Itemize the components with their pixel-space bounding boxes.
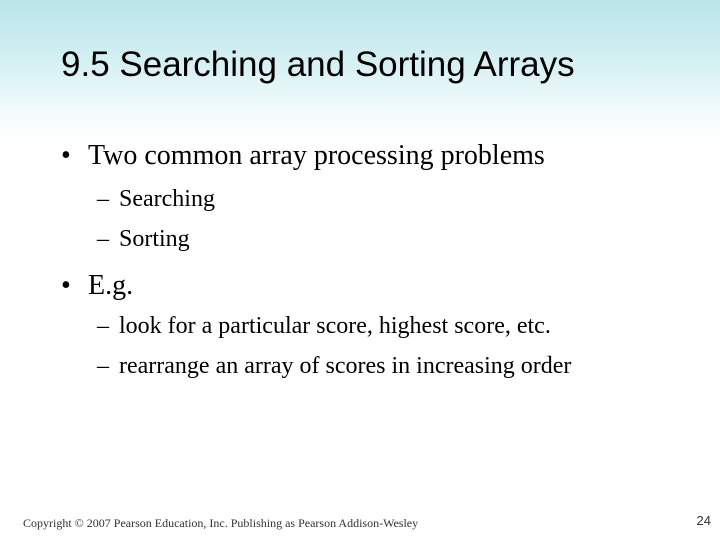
bullet-item — [61, 140, 545, 172]
sub-bullet-item — [97, 312, 551, 340]
bullet-icon: • — [61, 140, 71, 171]
bullet-icon: • — [61, 270, 71, 301]
bullet-item — [61, 270, 133, 302]
sub-bullet-item — [97, 225, 190, 253]
slide-title: 9.5 Searching and Sorting Arrays — [61, 45, 575, 84]
sub-bullet-text: rearrange an array of scores in increasing order — [119, 353, 572, 379]
sub-bullet-item — [97, 352, 571, 380]
sub-bullet-item — [97, 185, 215, 213]
dash-icon: – — [97, 186, 109, 212]
sub-bullet-text: Searching — [119, 186, 215, 212]
bullet-text: Two common array processing problems — [88, 140, 545, 171]
page-number: 24 — [696, 513, 711, 528]
footer-copyright: Copyright © 2007 Pearson Education, Inc. Publishing as Pearson Addison-Wesley — [23, 516, 419, 530]
dash-icon: – — [97, 353, 109, 379]
sub-bullet-text: Sorting — [119, 226, 190, 252]
bullet-text: E.g. — [88, 270, 134, 301]
dash-icon: – — [97, 313, 109, 339]
sub-bullet-text: look for a particular score, highest score, etc. — [119, 313, 551, 339]
dash-icon: – — [97, 226, 109, 252]
